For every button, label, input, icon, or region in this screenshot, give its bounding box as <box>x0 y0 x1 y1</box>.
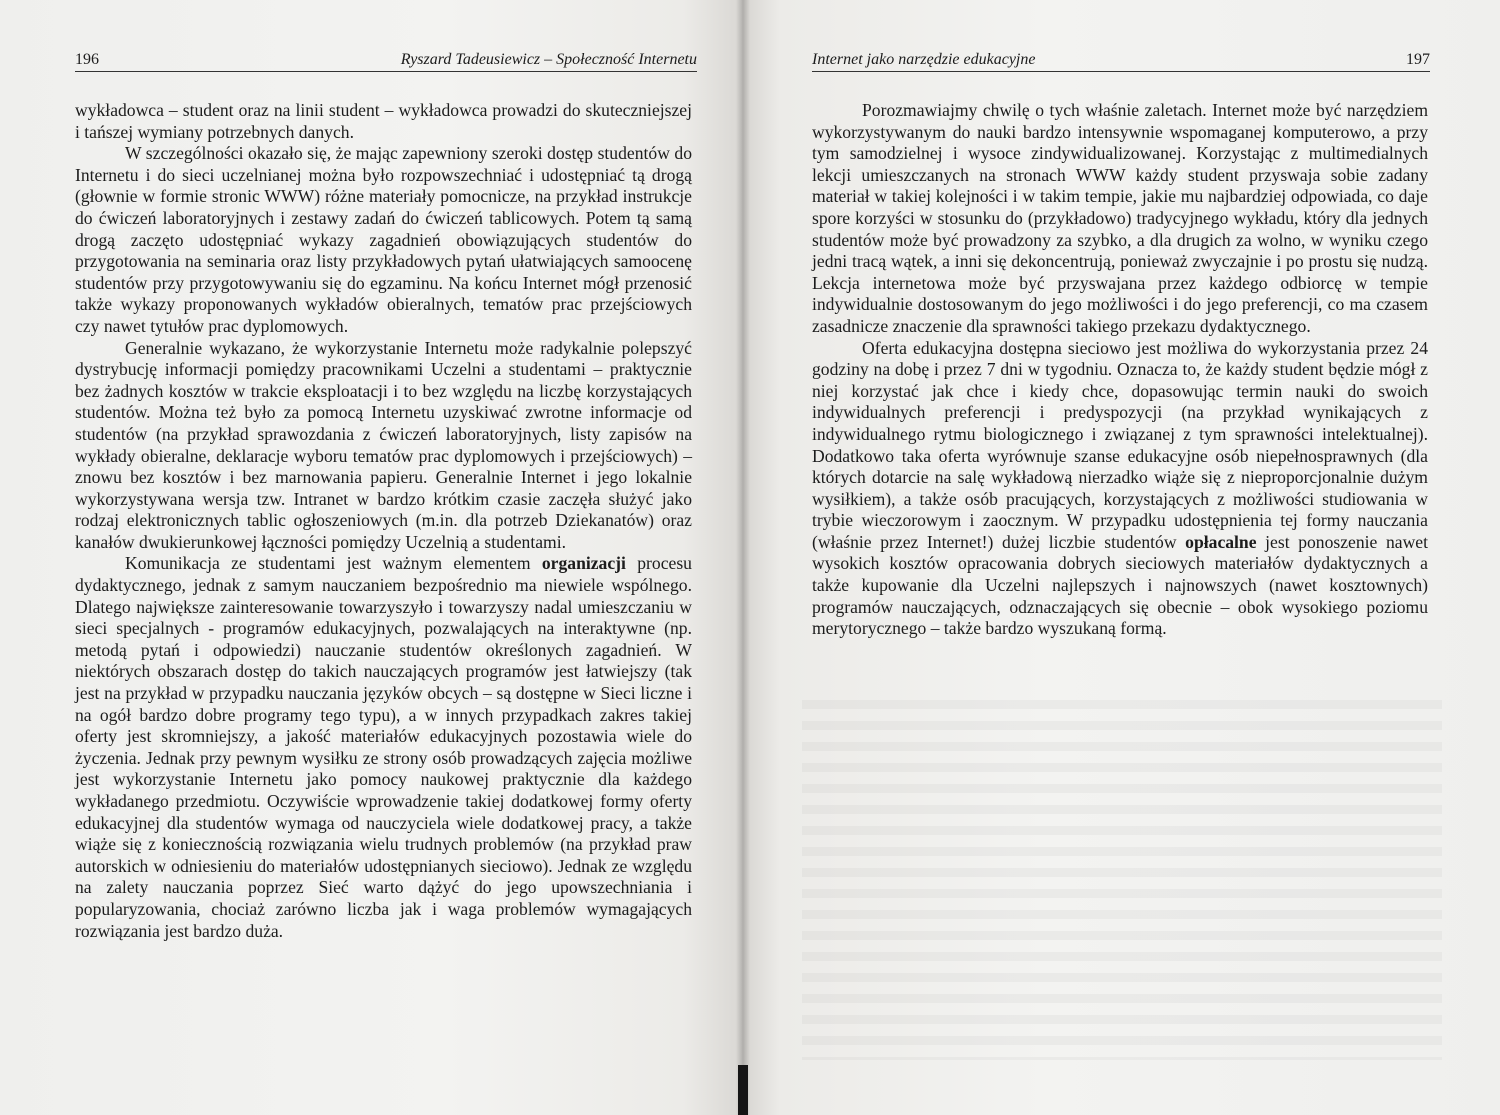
left-page-number: 196 <box>75 51 99 68</box>
right-page-number: 197 <box>1406 51 1430 68</box>
left-paragraph-4 <box>75 553 692 942</box>
left-paragraph-4-start: Komunikacja ze studentami jest ważnym elementem <box>125 553 542 574</box>
right-paragraph-2-bold-term: opłacalne <box>1185 531 1257 552</box>
right-running-head <box>812 50 1430 72</box>
right-paragraph-2 <box>812 338 1428 640</box>
right-body-text <box>812 100 1428 640</box>
right-paragraph-1: Porozmawiajmy chwilę o tych właśnie zaletach. Internet może być narzędziem wykorzystywanym do nauki bardzo intensywnie wspomaganej komputerowo, a przy tym samodzielnej i wysoce zindywidualizowanej. Korzystając z multimedialnych lekcji umieszczanych na stronach WWW każdy student przyswaja sobie zadany materiał w takiej kolejności i w takim tempie, jakie mu najbardziej odpowiada, co daje spore korzyści w stosunku do (przykładowo) tradycyjnego wykładu, który dla jednych studentów może być prowadzony za szybko, a dla drugich za wolno, w wyniku czego jedni tracą wątek, a inni się dekoncentrują, ponieważ zwyczajnie i po prostu się nudzą. Lekcja internetowa może być przyswajana przez każdego odbiorcę w tempie indywidualnie dostosowanym do jego możliwości i do jego preferencji, co ma czasem zasadnicze znaczenie dla sprawności takiego przekazu dydaktycznego. <box>812 100 1428 336</box>
left-page <box>0 0 742 1115</box>
bleed-through-shadow <box>802 700 1442 1060</box>
left-paragraph-4-bold-term: organizacji <box>541 553 626 574</box>
left-paragraph-1: wykładowca – student oraz na linii student – wykładowca prowadzi do skuteczniejszej i tańszej wymiany potrzebnych danych. <box>75 100 692 142</box>
left-running-head <box>75 50 697 72</box>
right-running-title: Internet jako narzędzie edukacyjne <box>812 51 1036 68</box>
left-running-title: Ryszard Tadeusiewicz – Społeczność Internetu <box>400 51 697 68</box>
spine-mark <box>738 1065 748 1115</box>
left-paragraph-4-end: procesu dydaktycznego, jednak z samym nauczaniem bezpośrednio ma niewiele wspólnego. Dlatego największe zainteresowanie towarzyszyło i towarzyszy nadal umieszczaniu w sieci specjalnych - programów edukacyjnych, pozwalających na interaktywne (np. metodą pytań i odpowiedzi) nauczanie studentów określonych zagadnień. W niektórych obszarach dostęp do takich nauczających programów jest łatwiejszy (tak jest na przykład w przypadku nauczania języków obcych – są dostępne w Sieci liczne i na ogół bardzo dobre programy tego typu), a w innych przypadkach zakres takiej oferty jest skromniejszy, a jakość materiałów edukacyjnych pozostawia wiele do życzenia. Jednak przy pewnym wysiłku ze strony osób prowadzących zajęcia możliwe jest wykorzystanie Internetu jako pomocy naukowej praktycznie dla każdego wykładanego przedmiotu. Oczywiście wprowadzenie takiej dodatkowej formy oferty edukacyjnej dla studentów wymaga od nauczyciela wiele dodatkowej pracy, a także wiąże się z koniecznością rozwiązania wielu trudnych problemów (na przykład praw autorskich w odniesieniu do materiałów udostępnianych sieciowo). Jednak ze względu na zalety nauczania poprzez Sieć warto dążyć do jego upowszechniania i popularyzowania, chociaż zarówno liczba jak i waga problemów wymagających rozwiązania jest bardzo duża. <box>75 553 692 941</box>
right-paragraph-2-end: jest ponoszenie nawet wysokich kosztów opracowania dobrych sieciowych materiałów dydaktycznych a także kupowanie dla Uczelni najlepszych i najnowszych (nawet kosztownych) programów nauczających, odznaczających się obecnie – obok wysokiego poziomu merytorycznego – także bardzo wyszukaną formą. <box>812 531 1428 639</box>
right-page <box>742 0 1500 1115</box>
left-paragraph-2: W szczególności okazało się, że mając zapewniony szeroki dostęp studentów do Internetu i do sieci uczelnianej można było rozpowszechniać i udostępniać tą drogą (głownie w formie stronic WWW) różne materiały pomocnicze, na przykład instrukcje do ćwiczeń laboratoryjnych i zestawy zadań do ćwiczeń tablicowych. Potem tą samą drogą zaczęto udostępniać wykazy zagadnień obowiązujących studentów do przygotowania na seminaria oraz listy przykładowych pytań ułatwiających samoocenę studentów przy przygotowywaniu się do egzaminu. Na końcu Internet mógł przenosić także wykazy proponowanych wykładów obieralnych, tematów prac przejściowych czy nawet tytułów prac dyplomowych. <box>75 143 692 336</box>
left-body-text <box>75 100 692 942</box>
left-paragraph-3: Generalnie wykazano, że wykorzystanie Internetu może radykalnie polepszyć dystrybucję informacji pomiędzy pracownikami Uczelni a studentami – praktycznie bez żadnych kosztów w trakcie eksploatacji i to bez względu na liczbę korzystających studentów. Można też było za pomocą Internetu uzyskiwać zwrotne informacje od studentów (na przykład sprawozdania z ćwiczeń laboratoryjnych, listy zapisów na wykłady obieralne, deklaracje wyboru tematów prac dyplomowych i przejściowych) – znowu bez kosztów i bez marnowania papieru. Generalnie Internet i jego lokalnie wykorzystywana wersja tzw. Intranet w bardzo krótkim czasie zaczęła służyć jako rodzaj elektronicznych tablic ogłoszeniowych (m.in. dla potrzeb Dziekanatów) oraz kanałów dwukierunkowej łączności pomiędzy Uczelnią a studentami. <box>75 337 692 552</box>
right-paragraph-2-start: Oferta edukacyjna dostępna sieciowo jest możliwa do wykorzystania przez 24 godziny na dobę i przez 7 dni w tygodniu. Oznacza to, że każdy student będzie mógł z niej korzystać jak chce i kiedy chce, dopasowując termin nauki do swoich indywidualnych preferencji i predyspozycji (na przykład wynikających z indywidualnego rytmu biologicznego i związanej z tym sprawności intelektualnej). Dodatkowo taka oferta wyrównuje szanse edukacyjne osób niepełnosprawnych (dla których dotarcie na salę wykładową nierzadko wiąże się z nieproporcjonalnie dużym wysiłkiem), a także osób pracujących, korzystających z możliwości studiowania w trybie wieczorowym i zaocznym. W przypadku udostępnienia tej formy nauczania (właśnie przez Internet!) dużej liczbie studentów <box>812 337 1428 552</box>
